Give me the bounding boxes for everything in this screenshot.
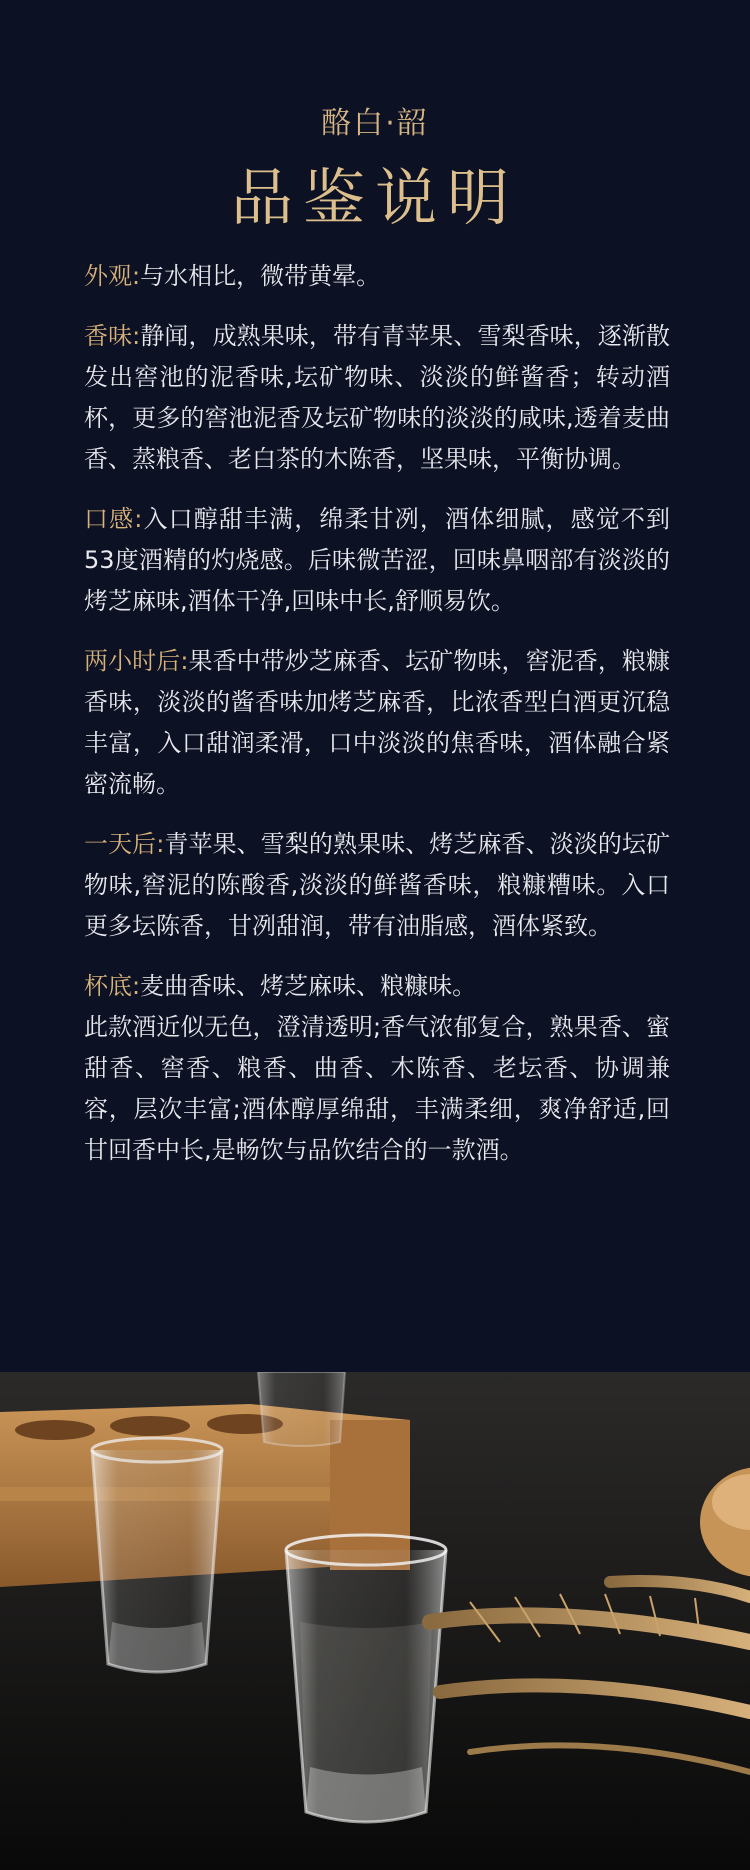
section-after-two-hours [84,641,670,805]
page-title: 品鉴说明 [230,161,519,234]
section-label: 口感: [84,505,143,533]
section-label: 两小时后: [84,647,189,675]
section-label: 杯底: [84,972,141,1000]
section-text: 与水相比，微带黄晕。 [140,262,381,290]
tasting-notes [84,256,670,1190]
section-appearance [84,256,670,297]
front-shot-glass [286,1535,446,1822]
section-label: 香味: [84,322,141,350]
section-text: 果香中带炒芝麻香、坛矿物味，窖泥香，粮糠香味，淡淡的酱香味加烤芝麻香，比浓香型白酒更沉稳丰富，入口甜润柔滑，口中淡淡的焦香味，酒体融合紧密流畅。 [84,647,670,798]
section-aroma [84,316,670,480]
section-palate [84,499,670,622]
section-text: 青苹果、雪梨的熟果味、烤芝麻香、淡淡的坛矿物味,窖泥的陈酸香,淡淡的鲜酱香味，粮糠糟味。入口更多坛陈香，甘冽甜润，带有油脂感，酒体紧致。 [84,830,670,940]
section-label: 一天后: [84,830,165,858]
brand-name: 酪白·韶 [321,106,429,141]
section-text: 麦曲香味、烤芝麻味、粮糠味。 [140,972,477,1000]
section-after-one-day [84,824,670,947]
section-label: 外观: [84,262,141,290]
shot-glasses-illustration [0,1372,750,1870]
back-shot-glass [258,1372,345,1446]
section-glass-bottom [84,966,670,1007]
section-text: 静闻，成熟果味，带有青苹果、雪梨香味，逐渐散发出窖池的泥香味,坛矿物味、淡淡的鲜酱香；转动酒杯，更多的窖池泥香及坛矿物味的淡淡的咸味,透着麦曲香、蒸粮香、老白茶的木陈香，坚果味，平衡协调。 [84,322,670,473]
left-shot-glass [92,1438,222,1672]
product-photo [0,1372,750,1870]
summary-text: 此款酒近似无色，澄清透明;香气浓郁复合，熟果香、蜜甜香、窖香、粮香、曲香、木陈香、老坛香、协调兼容，层次丰富;酒体醇厚绵甜，丰满柔细，爽净舒适,回甘回香中长,是畅饮与品饮结合的一款酒。 [84,1013,670,1164]
section-text: 入口醇甜丰满，绵柔甘冽，酒体细腻，感觉不到53度酒精的灼烧感。后味微苦涩，回味鼻咽部有淡淡的烤芝麻味,酒体干净,回味中长,舒顺易饮。 [84,505,670,615]
